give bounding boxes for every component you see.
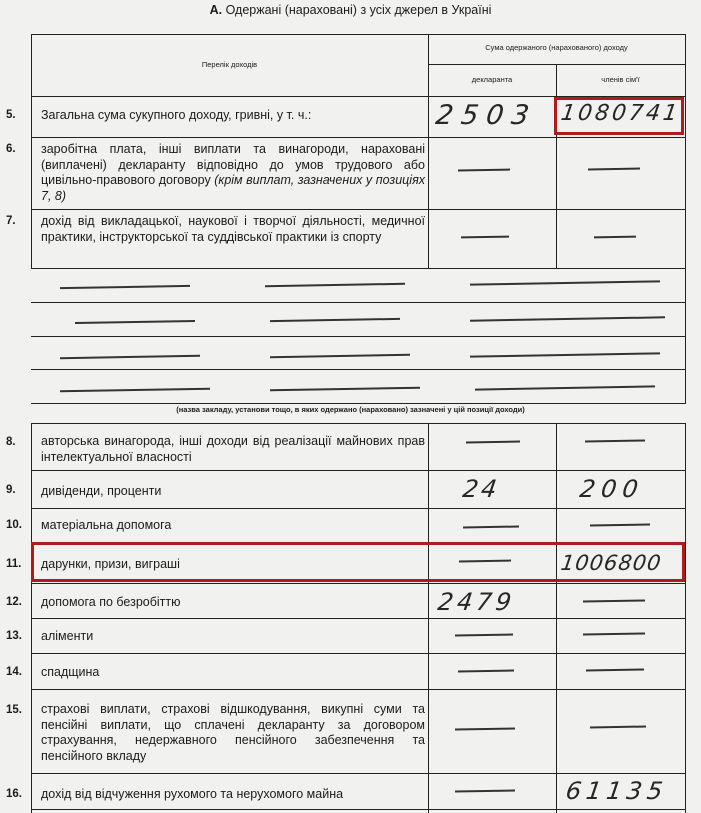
header-col-family: членів сім'ї [601,75,640,84]
row-number: 8. [6,436,16,448]
institution-note: (назва закладу, установи тощо, в яких одержано (нараховано) зазначені у цій позиції доходи) [176,405,525,414]
row-label: дохід від викладацької, наукової і творчої діяльності, медичної практики, інструкторської та суддівської практики із спорту [41,214,425,244]
row-label-note: (крім виплат, зазначених у позиціях 7, 8) [41,173,425,203]
row-number: 11. [6,558,22,570]
row-number: 15. [6,704,22,716]
header-sum-label: Сума одержаного (нарахованого) доходу [485,43,628,52]
row-number: 5. [6,109,16,121]
family-amount: 61135 [564,777,670,805]
row-number: 9. [6,484,16,496]
row-label: авторська винагорода, інші доходи від реалізації майнових прав інтелектуальної власності [41,434,425,464]
row-label: страхові виплати, страхові відшкодування, викупні суми та пенсійні виплати, що сплачені декларанту за договором страхування, недержавного пенсійного забезпечення та пенсійного вкладу [41,702,425,763]
row-label: дохід від відчуження рухомого та нерухомого майна [41,787,344,801]
row-label: дарунки, призи, виграші [41,557,180,571]
row-label: матеріальна допомога [41,518,172,532]
family-amount: 1080741 [559,101,682,126]
row-label: Загальна сума сукупного доходу, гривні, у т. ч.: [41,108,312,122]
row-label: аліменти [41,629,94,643]
row-label: спадщина [41,665,100,679]
declarant-amount: 24 [461,475,502,503]
header-col-declarant: декларанта [471,75,513,84]
row-number: 6. [6,143,16,155]
section-letter: А. [209,3,223,17]
row-label: дивіденди, проценти [41,484,162,498]
row-number: 13. [6,630,22,642]
row-number: 12. [6,596,22,608]
header-list-label: Перелік доходів [201,60,258,69]
family-amount: 1006800 [559,551,664,575]
row-number: 16. [6,788,22,800]
row-label: допомога по безробіттю [41,595,181,609]
row-label-text: заробітна плата, інші виплати та винагороди, нараховані (виплачені) декларанту відповідно до умов трудового або цивільно-правового договору [41,142,425,187]
declarant-amount: 2479 [436,588,518,616]
row-number: 7. [6,215,16,227]
row-label [41,142,425,204]
highlight-gifts-row [31,542,685,582]
highlight-total-family [554,97,684,135]
declarant-amount: 2503 [433,100,539,131]
section-title-text: Одержані (нараховані) з усіх джерел в Україні [225,3,492,17]
row-number: 14. [6,666,22,678]
family-amount: 200 [578,475,646,503]
row-number: 10. [6,519,22,531]
